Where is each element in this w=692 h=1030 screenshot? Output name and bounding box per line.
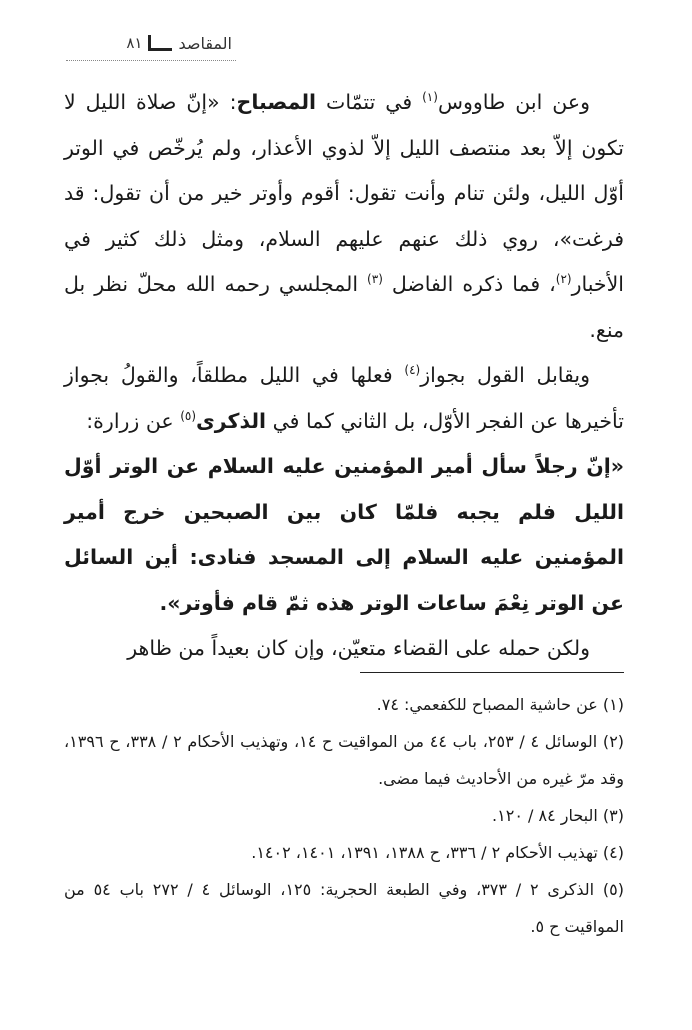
p1-rest: : «إنّ صلاة الليل لا تكون إلاّ بعد منتصف الليل إلاّ لذوي الأعذار، ولم يُرخّص في الوتر أوّل الليل، ولئن تنام وأنت تقول: أقوم وأوتر خير من أن تقول: قد فرغت»، روي ذلك عنهم عليهم السلام، ومثل ذلك كثير في الأخبار [64,90,624,296]
footnote-ref-3: (٣) [367,272,383,287]
paragraph-2 [64,353,624,444]
p1-bold-source: المصباح [236,90,317,114]
header-divider [66,60,236,61]
hadith-quote: «إنّ رجلاً سأل أمير المؤمنين عليه السلام عن الوتر أوّل الليل فلم يجبه فلمّا كان بين الصبحين خرج أمير المؤمنين عليه السلام إلى المسجد فنادى: أين السائل عن الوتر نِعْمَ ساعات الوتر هذه ثمّ قام فأوتر». [64,454,624,615]
footnote-5: (٥) الذكرى ٢ / ٣٧٣، وفي الطبعة الحجرية: ١٢٥، الوسائل ٤ / ٢٧٢ باب ٥٤ من المواقيت ح ٥. [64,880,625,936]
footnote-divider [360,672,624,673]
footnote-ref-4: (٤) [404,363,421,378]
p1-intro: وعن ابن طاووس [437,90,590,114]
p2-part2: فعلها في الليل مطلقاً، والقولُ بجواز تأخيرها عن الفجر الأوّل، بل الثاني كما في [64,363,624,433]
p1-mid: في تتمّات [316,90,423,114]
page-number: ٨١ [126,34,143,52]
footnote-3: (٣) البحار ٨٤ / ١٢٠. [492,806,624,825]
footnote-1: (١) عن حاشية المصباح للكفعمي: ٧٤. [376,695,624,714]
p1-rest2: ، فما ذكره الفاضل [382,272,556,296]
header-title: المقاصد [178,33,232,53]
p2-bold-source: الذكرى [196,408,267,433]
footnote-ref-5: (٥) [180,408,197,423]
footnote-4: (٤) تهذيب الأحكام ٢ / ٣٣٦، ح ١٣٨٨، ١٣٩١، ١٤٠١، ١٤٠٢. [251,843,624,862]
footnotes [64,686,624,945]
header-bracket-icon [148,35,172,51]
main-text [64,80,624,672]
footnote-ref-1: (١) [422,90,438,105]
p2-part1: ويقابل القول بجواز [420,363,591,387]
running-header [62,28,232,58]
paragraph-3: ولكن حمله على القضاء متعيّن، وإن كان بعيداً من ظاهر [127,636,590,660]
footnote-ref-2: (٢) [555,272,572,287]
p1-rest3: المجلسي رحمه الله محلّ نظر بل منع. [64,272,624,342]
footnote-2: (٢) الوسائل ٤ / ٢٥٣، باب ٤٤ من المواقيت ح ١٤، وتهذيب الأحكام ٢ / ٣٣٨، ح ١٣٩٦، وقد مرّ غيره من الأحاديث فيما مضى. [64,732,625,788]
p2-part3: عن زرارة: [86,408,181,433]
paragraph-1 [64,80,624,353]
